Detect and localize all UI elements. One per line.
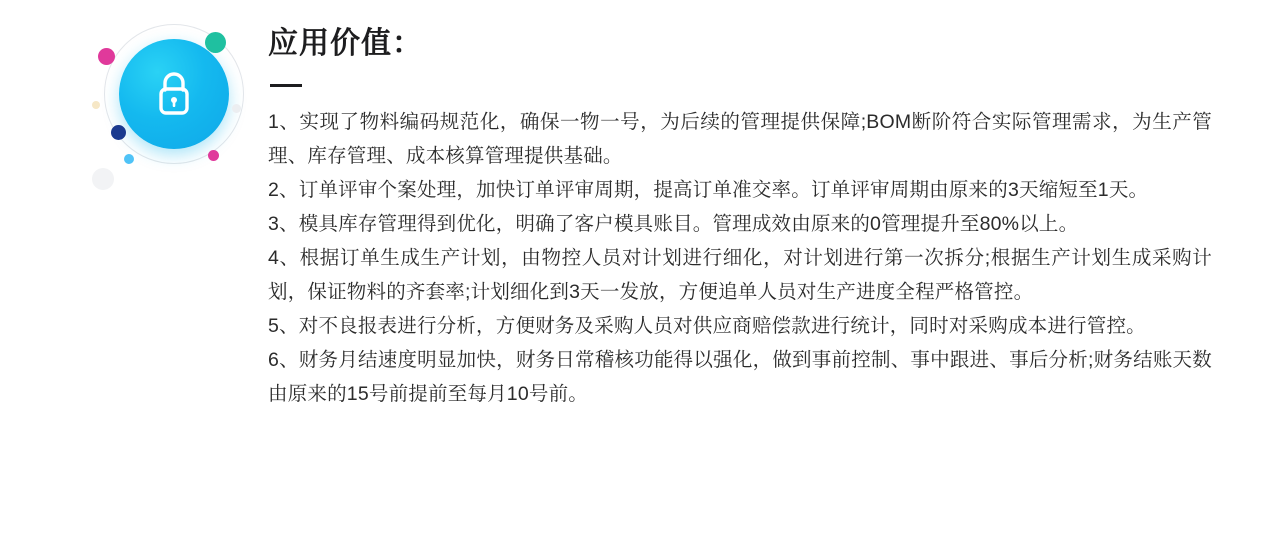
content-area — [268, 26, 1212, 411]
list-item: 6、财务月结速度明显加快，财务日常稽核功能得以强化，做到事前控制、事中跟进、事后分析;财务结账天数由原来的15号前提前至每月10号前。 — [268, 349, 1212, 405]
list-item: 2、订单评审个案处理，加快订单评审周期，提高订单准交率。订单评审周期由原来的3天缩短至1天。 — [268, 179, 1149, 201]
decorative-dot-navy — [111, 125, 126, 140]
decorative-dot-cream — [92, 101, 100, 109]
lock-icon — [154, 68, 194, 120]
list-item: 3、模具库存管理得到优化，明确了客户模具账目。管理成效由原来的0管理提升至80%以上。 — [268, 213, 1079, 235]
decorative-dot-pink-small — [208, 150, 219, 161]
decorative-dot-faint-small — [232, 104, 241, 113]
decorative-dot-pink — [98, 48, 115, 65]
decorative-dot-green — [205, 32, 226, 53]
list-item: 5、对不良报表进行分析，方便财务及采购人员对供应商赔偿款进行统计，同时对采购成本进行管控。 — [268, 315, 1146, 337]
value-list — [268, 105, 1212, 411]
lock-illustration — [62, 8, 262, 198]
list-item: 1、实现了物料编码规范化，确保一物一号，为后续的管理提供保障;BOM断阶符合实际管理需求，为生产管理、库存管理、成本核算管理提供基础。 — [268, 111, 1212, 167]
title-underline — [270, 84, 302, 87]
decorative-dot-faint — [92, 168, 114, 190]
page-title: 应用价值： — [268, 27, 423, 60]
list-item: 4、根据订单生成生产计划，由物控人员对计划进行细化，对计划进行第一次拆分;根据生产计划生成采购计划，保证物料的齐套率;计划细化到3天一发放，方便追单人员对生产进度全程严格管控。 — [268, 247, 1212, 303]
decorative-dot-blue — [124, 154, 134, 164]
